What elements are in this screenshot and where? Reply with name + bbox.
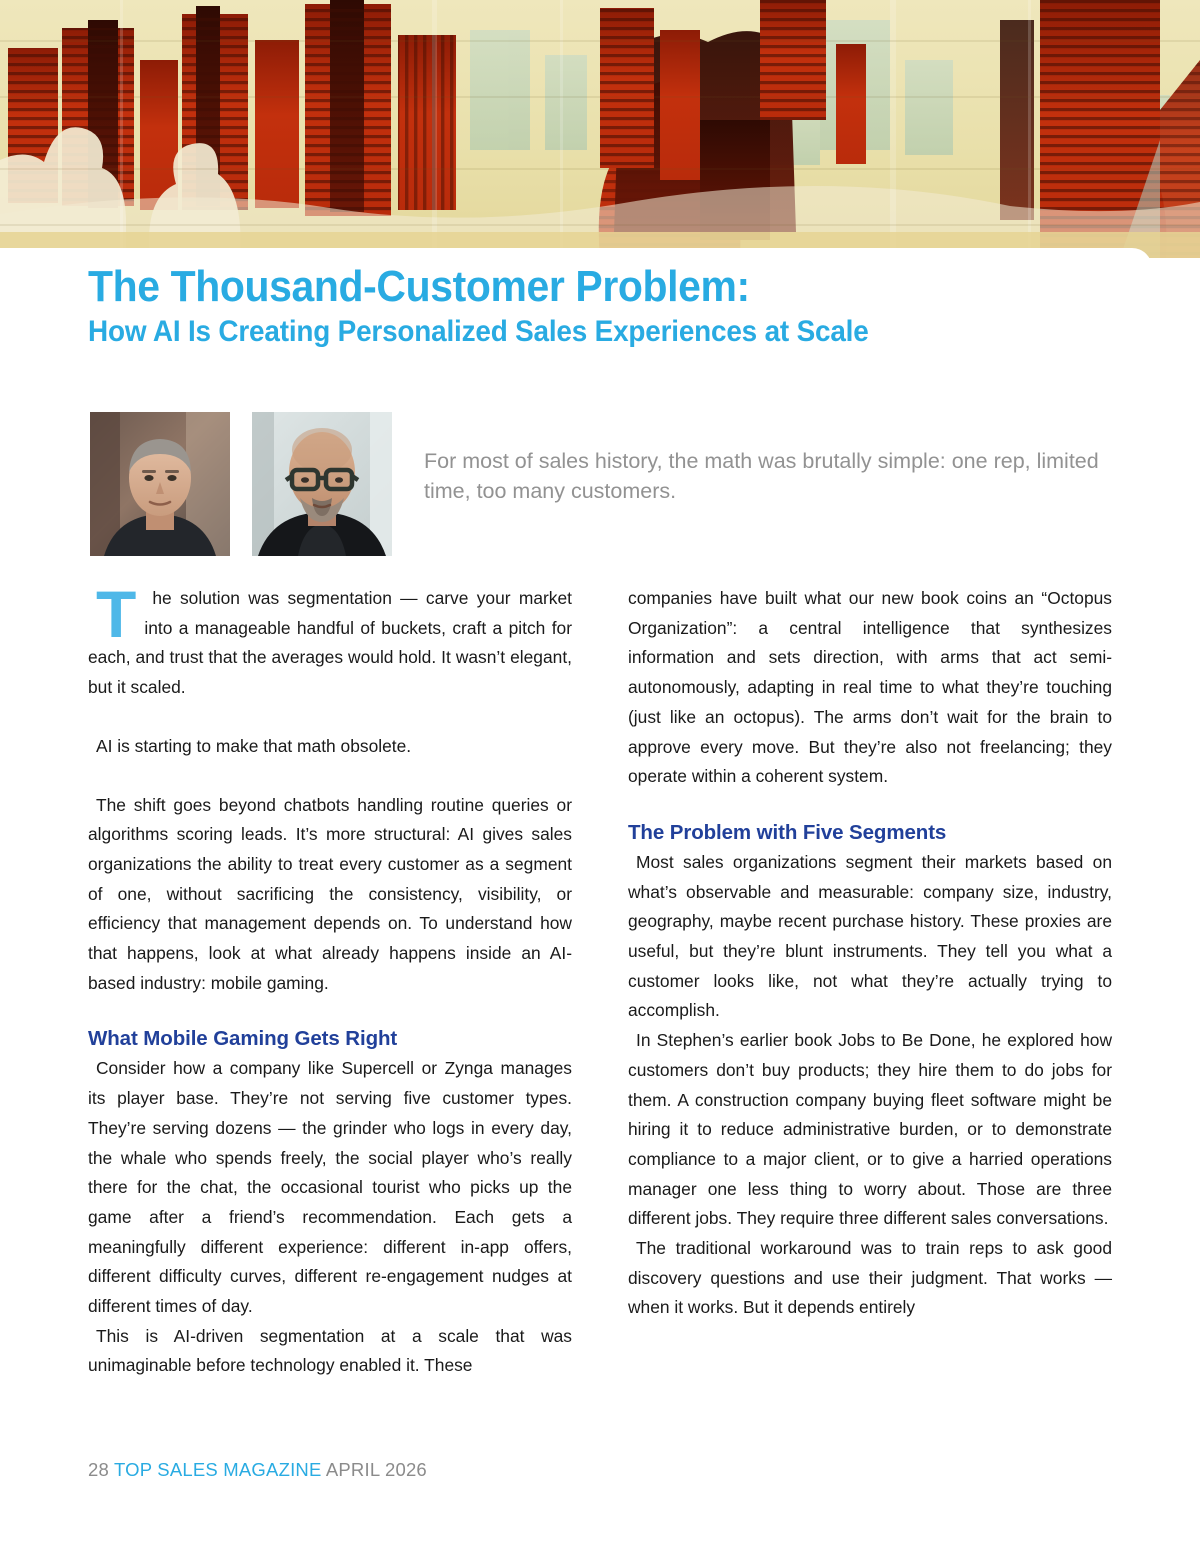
paragraph: The traditional workaround was to train reps to ask good discovery questions and use their judgment. That works — when it works. But it depends entirely <box>628 1238 1112 1318</box>
lead-paragraph <box>88 577 572 703</box>
section-heading-mobile-gaming: What Mobile Gaming Gets Right <box>88 1027 398 1051</box>
paragraph: This is AI-driven segmentation at a scale that was unimaginable before technology enabled it. These <box>88 1325 572 1376</box>
page-subtitle: How AI Is Creating Personalized Sales Experiences at Scale <box>88 315 869 348</box>
article-title-block <box>88 262 1148 350</box>
hero-artwork <box>0 0 1200 258</box>
article-deck: For most of sales history, the math was brutally simple: one rep, limited time, too many customers. <box>424 449 1099 503</box>
drop-cap: T <box>96 577 137 651</box>
paragraph: In Stephen’s earlier book Jobs to Be Done, he explored how customers don’t buy products; they hire them to do jobs for them. A construction company buying fleet software might be hiring it to reduce administrative burden, or to demonstrate compliance to a major client, or to give a harried operations manager one less thing to worry about. Those are three different jobs. They require three different sales conversations. <box>628 1030 1112 1229</box>
avatar <box>90 412 230 556</box>
page-footer <box>88 1458 427 1482</box>
hero-image <box>0 0 1200 258</box>
page-number: 28 <box>88 1459 109 1480</box>
body-column-right <box>628 584 1112 1323</box>
avatar <box>252 412 392 556</box>
paragraph: AI is starting to make that math obsolete. <box>96 735 412 756</box>
issue-date: APRIL 2026 <box>325 1459 427 1480</box>
author-photos <box>90 412 392 556</box>
magazine-name: TOP SALES MAGAZINE <box>114 1459 322 1480</box>
paragraph: Consider how a company like Supercell or Zynga manages its player base. They’re not serving five customer types. They’re serving dozens — the grinder who logs in every day, the whale who spends freely, the social player who’s really there for the chat, the occasional tourist who picks up the game after a friend’s recommendation. Each gets a meaningfully different experience: different in-app offers, different difficulty curves, different re-engagement nudges at different times of day. <box>88 1058 572 1317</box>
lead-paragraph-text: he solution was segmentation — carve your market into a manageable handful of buckets, craft a pitch for each, and trust that the averages would hold. It wasn’t elegant, but it scaled. <box>88 588 572 698</box>
paragraph: The shift goes beyond chatbots handling routine queries or algorithms scoring leads. It’s more structural: AI gives sales organizations the ability to treat every customer as a segment of one, without sacrificing the consistency, visibility, or efficiency that management depends on. To understand how that happens, look at what already happens inside an AI-based industry: mobile gaming. <box>88 794 572 993</box>
section-heading-five-segments: The Problem with Five Segments <box>628 820 947 844</box>
paragraph-continuation: companies have built what our new book coins an “Octopus Organization”: a central intelligence that synthesizes information and sets direction, with arms that act semi-autonomously, adapting in real time to what they’re touching (just like an octopus). The arms don’t wait for the brain to approve every move. But they’re also not freelancing; they operate within a coherent system. <box>628 588 1112 787</box>
author-photo-left <box>90 412 230 556</box>
author-photo-right <box>252 412 392 556</box>
paragraph: Most sales organizations segment their markets based on what’s observable and measurable: company size, industry, geography, maybe recent purchase history. These proxies are useful, but they’re blunt instruments. They tell you what a customer looks like, not what they’re actually trying to accomplish. <box>628 851 1112 1021</box>
page-title: The Thousand-Customer Problem: <box>88 262 750 311</box>
body-column-left <box>88 577 572 1381</box>
